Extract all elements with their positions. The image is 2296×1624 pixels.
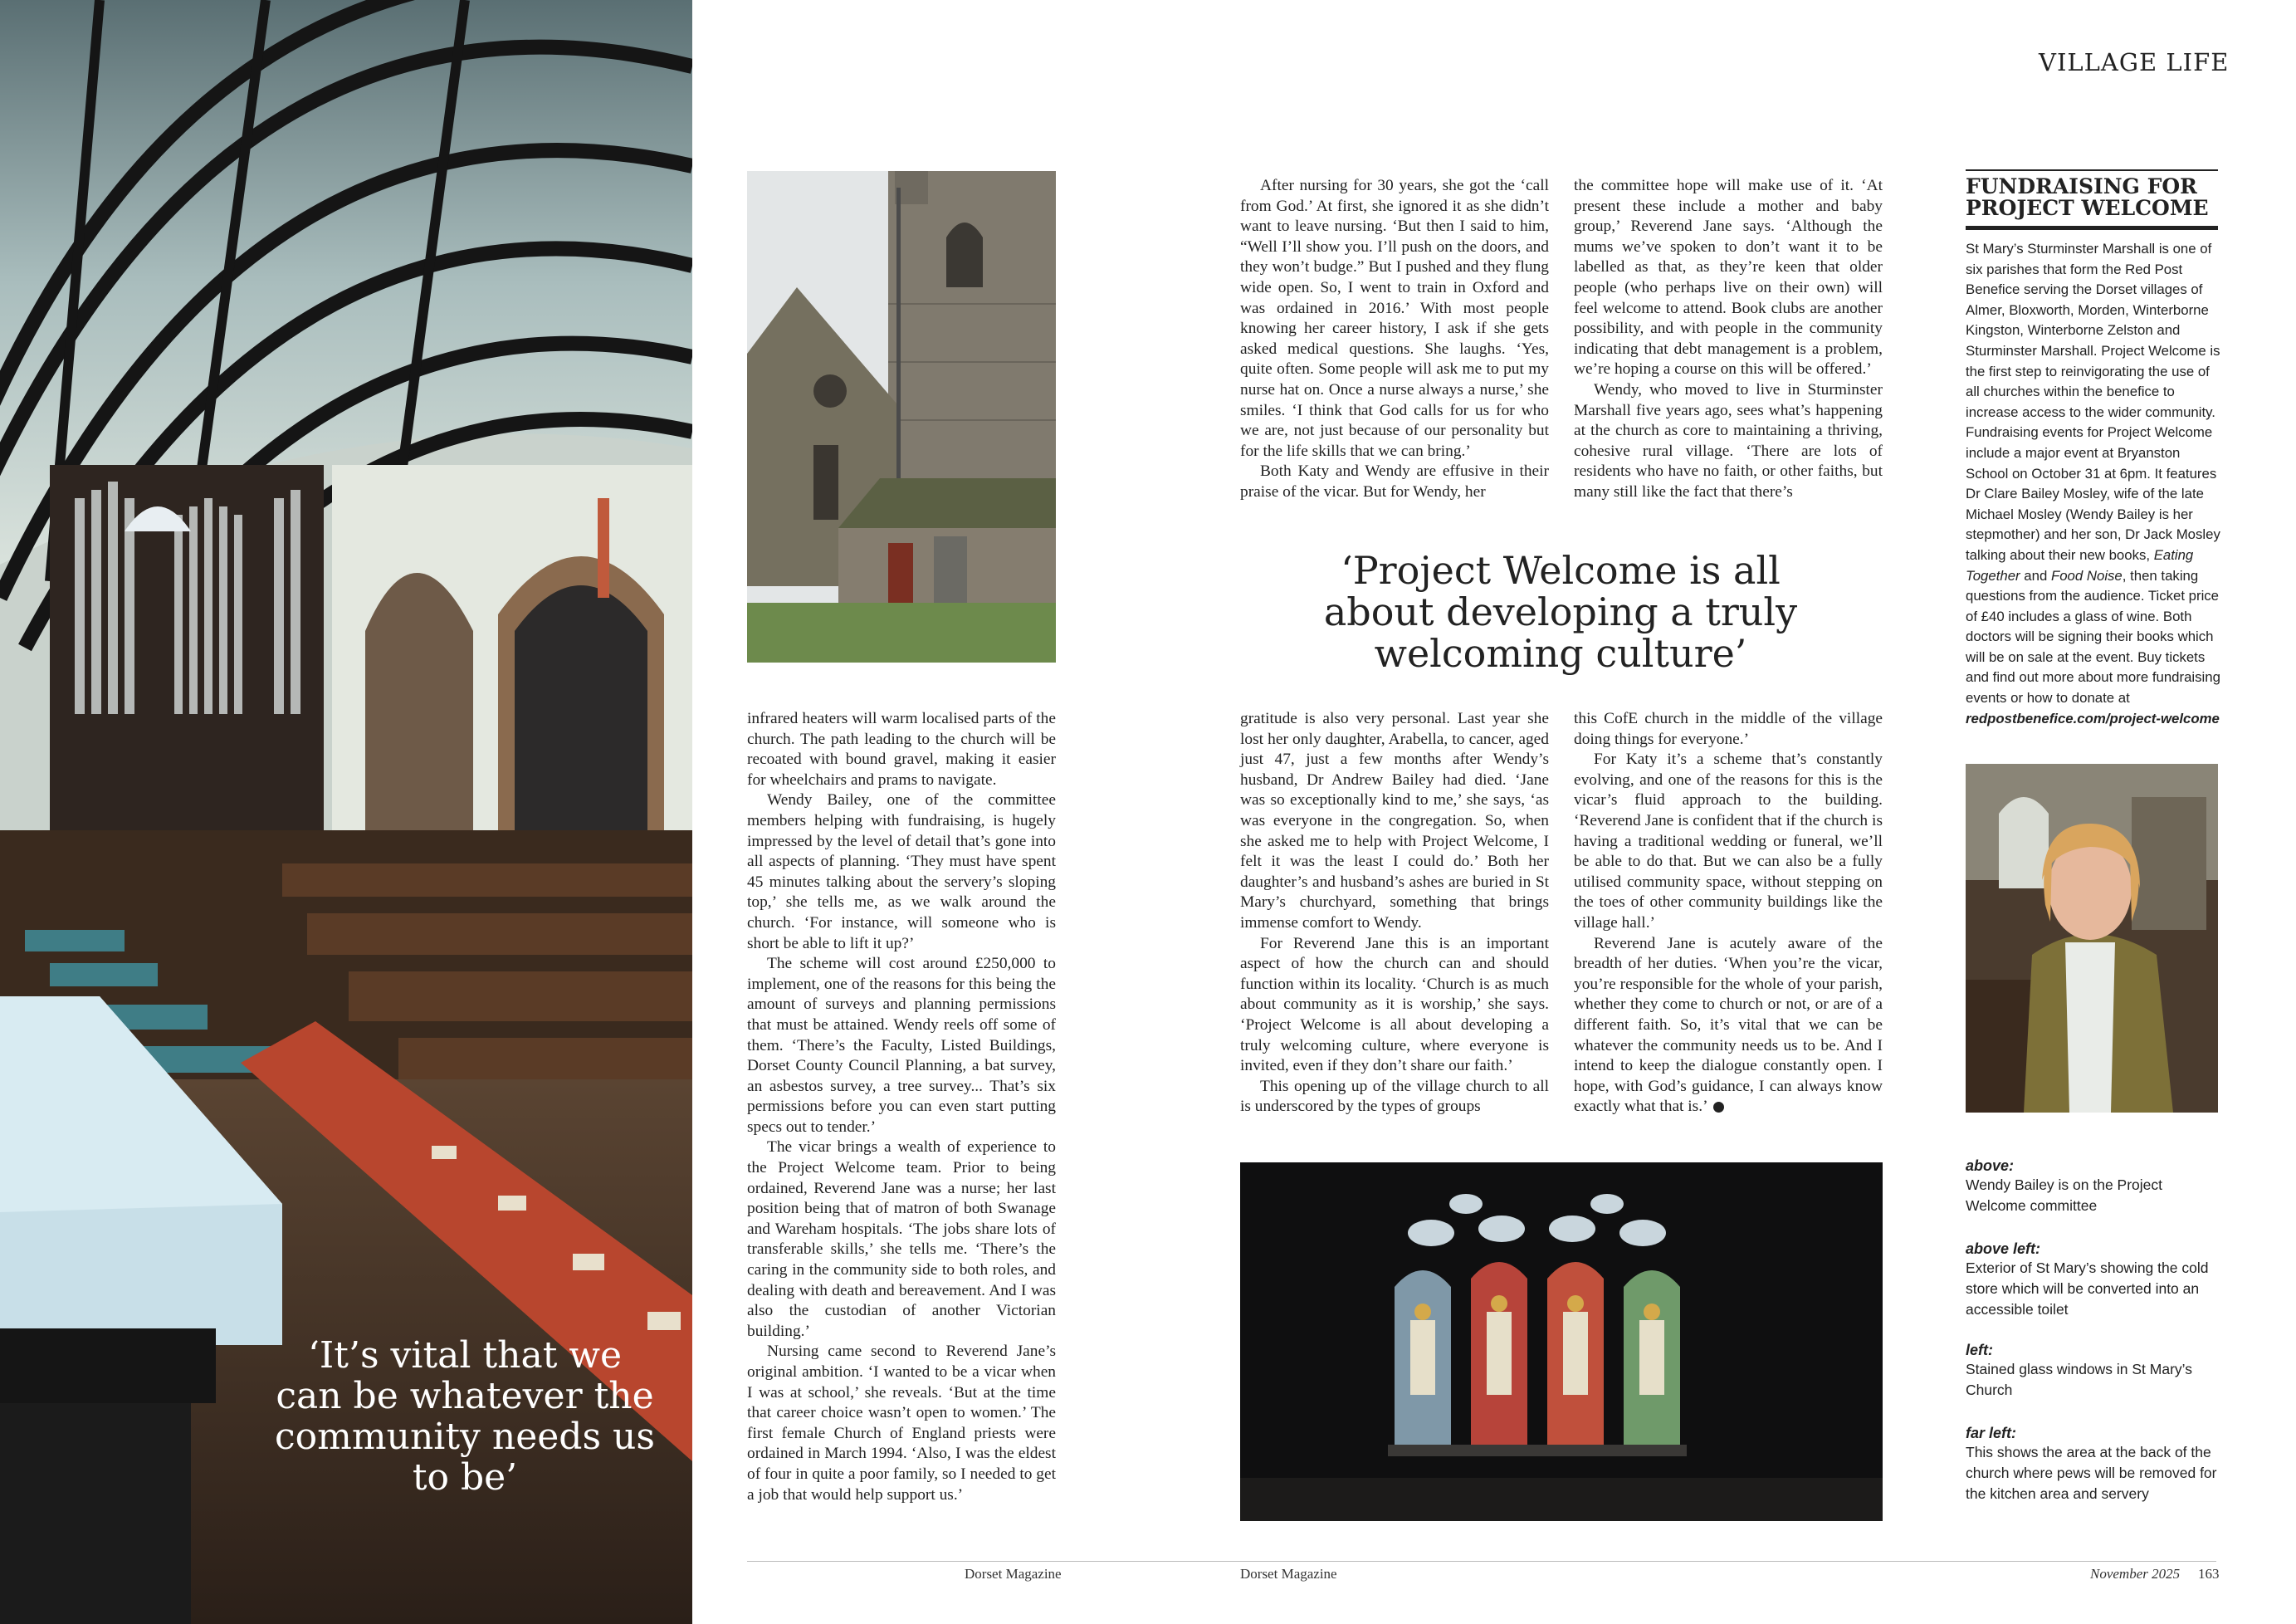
sidebar-text: and (2020, 567, 2051, 584)
sidebar-rule-bottom (1966, 226, 2218, 230)
caption-title: above: (1966, 1157, 2015, 1174)
sidebar-title-line: FUNDRAISING FOR (1966, 174, 2197, 198)
sidebar-title (1966, 176, 2218, 219)
caption-left (1966, 1342, 2223, 1401)
pull-quote-center: ‘Project Welcome is all about developing a truly welcoming culture’ (1323, 548, 1798, 676)
sidebar-rule-top (1966, 169, 2218, 171)
paragraph: For Katy it’s a scheme that’s constantly evolving, and one of the reasons for this is the vicar’s fluid approach to the building. ‘Reverend Jane is confident that if the church is having a traditional wedding or funeral, we’ll be able to do that. But we can also be a fully utilised community space, without stepping on the toes of other community buildings like the village hall.’ (1574, 751, 1883, 932)
stained-glass-photo (1240, 1162, 1883, 1521)
paragraph: gratitude is also very personal. Last year she lost her only daughter, Arabella, to cancer, aged just 47, just a few months after Wendy’s husband, Dr Andrew Bailey had died. ‘Jane was so exceptionally kind to me,’ she says, ‘as was everyone in the congregation. So, when she asked me to help with Project Welcome, I felt it was the least I could do.’ Both her daughter’s and husband’s ashes are buried in St Mary’s churchyard, something that brings immense comfort to Wendy. (1240, 710, 1549, 932)
caption-title: far left: (1966, 1425, 2017, 1441)
paragraph: This opening up of the village church to all is underscored by the types of groups (1240, 1077, 1549, 1116)
paragraph: infrared heaters will warm localised parts of the church. The path leading to the church will be recoated with bound gravel, making it easier for wheelchairs and prams to navigate. (747, 710, 1056, 789)
caption-above (1966, 1157, 2223, 1216)
caption-far-left (1966, 1425, 2223, 1504)
footer-magazine-center: Dorset Magazine (1240, 1566, 1337, 1582)
caption-title: left: (1966, 1342, 1993, 1358)
paragraph: this CofE church in the middle of the village doing things for everyone.’ (1574, 710, 1883, 748)
paragraph: For Reverend Jane this is an important aspect of how the church can and should function within its locality. ‘Church is as much about community as it is worship,’ she says. ‘Project Welcome is all about developing a truly welcoming culture, where everyone is invited, even if they don’t share our faith.’ (1240, 934, 1549, 1075)
paragraph: Nursing came second to Reverend Jane’s original ambition. ‘I wanted to be a vicar when I was at school,’ she reveals. ‘But at the time that career choice wasn’t open to women.’ The first female Church of England priests were ordained in March 1994. ‘Also, I was the eldest of four in quite a poor family, so I needed to get a job that would help support us.’ (747, 1343, 1056, 1504)
paragraph: The vicar brings a wealth of experience to the Project Welcome team. Prior to being ordained, Reverend Jane was a nurse; her last position being that of matron of both Swanage and Wareham hospitals. ‘The jobs share lots of transferable skills,’ she tells me. ‘There’s the caring in the community side to both roles, and dealing with death and bereavement. And I was also the custodian of another Victorian building.’ (747, 1138, 1056, 1340)
book-title: Eating Together (1966, 546, 2194, 584)
sidebar-text: St Mary’s Sturminster Marshall is one of six parishes that form the Red Post Benefice serving the Dorset villages of Almer, Bloxworth, Morden, Winterborne Kingston, Winterborne Zelston and Sturminster Marshall. Project Welcome is the first step to reinvigorating the use of all churches within the benefice to increase access to the wider community. Fundraising events for Project Welcome include a major event at Bryanston School on October 31 at 6pm. It features Dr Clare Bailey Mosley, wife of the late Michael Mosley (Wendy Bailey is her stepmother) and her son, Dr Jack Mosley talking about their new books, (1966, 241, 2220, 563)
caption-title: above left: (1966, 1240, 2041, 1257)
church-exterior-photo (747, 171, 1056, 663)
paragraph: the committee hope will make use of it. ‘At present these include a mother and baby group,’ Reverend Jane says. ‘Although the mums we’ve spoken to don’t want it to be labelled as that, as they’re keen that older people (who perhaps live on their own) will feel welcome to attend. Book clubs are another possibility, and with people in the community indicating that debt management is a problem, we’re hoping a course on this will be offered.’ (1574, 177, 1883, 379)
article-column-3-bottom (1574, 709, 1883, 1118)
paragraph: The scheme will cost around £250,000 to implement, one of the reasons for this being the amount of surveys and planning permissions that must be attained. Wendy reels off some of them. ‘There’s the Faculty, Listed Buildings, Dorset County Council Planning, a bat survey, an asbestos survey, a tree survey... That’s six permissions before you can even start putting specs out to tender.’ (747, 955, 1056, 1136)
article-column-2-top (1240, 176, 1549, 503)
footer-magazine-left: Dorset Magazine (965, 1566, 1062, 1582)
donate-link[interactable]: redpostbenefice.com/project-welcome (1966, 710, 2220, 726)
article-column-3-top (1574, 176, 1883, 503)
paragraph: Wendy, who moved to live in Sturminster Marshall five years ago, sees what’s happening at the church as core to maintaining a thriving, cohesive rural village. ‘There are lots of residents who have no faith, or other faiths, but many still like the fact that there’s (1574, 380, 1883, 501)
footer-rule (747, 1561, 2216, 1562)
article-column-1 (747, 709, 1056, 1505)
end-mark-icon (1713, 1102, 1724, 1113)
paragraph-text: Reverend Jane is acutely aware of the breadth of her duties. ‘When you’re the vicar, you’re responsible for the whole of your parish, whether they come to church or not, or are of a different faith. So, it’s vital that we can be whatever the community needs us to be. And I intend to keep the dialogue constantly open. I hope, with God’s guidance, I can always know exactly what that is.’ (1574, 934, 1883, 1116)
wendy-bailey-portrait (1966, 764, 2218, 1113)
caption-text: This shows the area at the back of the church where pews will be removed for the kitchen area and servery (1966, 1444, 2217, 1502)
sidebar-title-line: PROJECT WELCOME (1966, 196, 2209, 220)
footer-date: November 2025 (2090, 1566, 2181, 1582)
paragraph: After nursing for 30 years, she got the ‘call from God.’ At first, she ignored it as she didn’t want to leave nursing. ‘But then I said to him, “Well I’ll show you. I’ll push on the doors, and they won’t budge.” But I pushed and they flung wide open. So, I went to train in Oxford and was ordained in 2016.’ With most people knowing her career history, I ask if she gets asked medical questions. She laughs. ‘Yes, quite often. Some people will ask me to put my nurse hat on. Once a nurse always a nurse,’ she smiles. ‘I think that God calls for us for who we are, not just because of our personality but for the life skills that we can bring.’ (1240, 177, 1549, 460)
section-header: VILLAGE LIFE (2039, 48, 2230, 76)
paragraph: Both Katy and Wendy are effusive in their praise of the vicar. But for Wendy, her (1240, 462, 1549, 501)
paragraph (1574, 934, 1883, 1118)
caption-text: Wendy Bailey is on the Project Welcome committee (1966, 1176, 2163, 1214)
book-title: Food Noise (2050, 567, 2123, 584)
paragraph: Wendy Bailey, one of the committee members helping with fundraising, is hugely impressed by the level of detail that’s gone into all aspects of planning. ‘They must have spent 45 minutes talking about the servery’s sloping top,’ she tells me, as we walk around the church. ‘For instance, will someone who is short be able to lift it up?’ (747, 791, 1056, 952)
page-number: 163 (2198, 1566, 2220, 1582)
sidebar-body (1966, 239, 2223, 729)
caption-above-left (1966, 1240, 2223, 1320)
pull-quote-left: ‘It’s vital that we can be whatever the community needs us to be’ (275, 1334, 655, 1499)
caption-text: Exterior of St Mary’s showing the cold store which will be converted into an accessible toilet (1966, 1260, 2209, 1318)
caption-text: Stained glass windows in St Mary’s Church (1966, 1361, 2192, 1398)
article-column-2-bottom (1240, 709, 1549, 1118)
sidebar-text: , then taking questions from the audience. Ticket price of £40 includes a glass of wine. Both doctors will be signing their books which will be on sale at the event. Buy tickets and find out more about more fundraising events or how to donate at (1966, 567, 2220, 707)
